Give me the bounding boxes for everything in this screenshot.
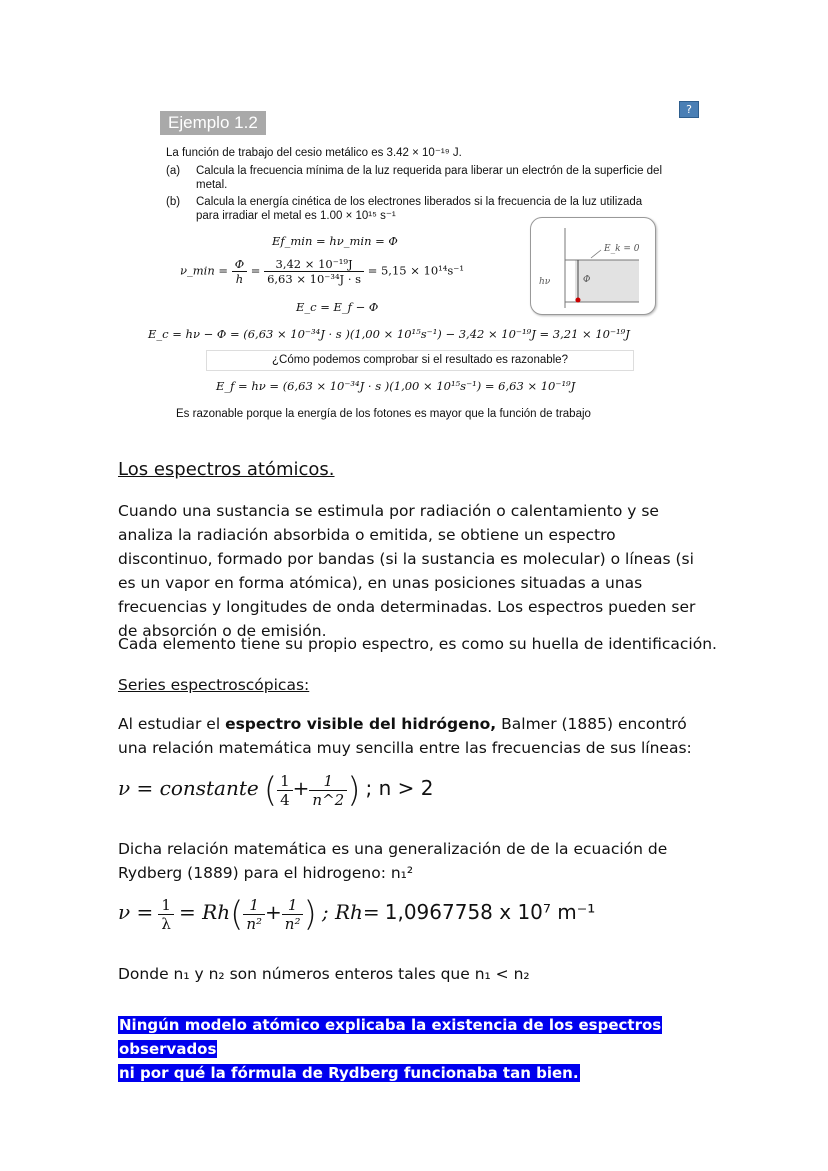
balmer-text-pre: Al estudiar el — [118, 715, 226, 733]
rydberg-plus: + — [265, 900, 282, 924]
part-b-label: (b) — [166, 196, 181, 208]
fraction-denominator: 4 — [280, 791, 290, 809]
help-icon[interactable]: ? — [679, 101, 699, 118]
example-conclusion: Es razonable porque la energía de los fotones es mayor que la función de trabajo — [176, 408, 591, 420]
fraction-denominator: n² — [246, 915, 263, 933]
phi-label: Φ — [583, 275, 591, 285]
balmer-lhs: ν = constante — [118, 776, 259, 800]
fraction-work-over-h — [264, 257, 364, 286]
left-paren: ( — [230, 894, 244, 935]
rydberg-constant-label: ; Rh= — [321, 900, 380, 924]
rydberg-equation — [118, 896, 595, 933]
part-a-text: Calcula la frecuencia mínima de la luz requerida para liberar un electrón de la superficie del metal. — [196, 165, 663, 191]
hv-label: hν — [539, 277, 551, 287]
energy-diagram-svg — [531, 218, 655, 314]
paragraph-integers: Donde n₁ y n₂ son números enteros tales que n₁ < n₂ — [118, 965, 530, 983]
fraction-numerator: 1 — [158, 896, 174, 915]
balmer-condition: ; n > 2 — [365, 776, 434, 800]
equation-ec: E_c = E_f − Φ — [296, 300, 379, 314]
fraction-denominator: λ — [161, 915, 171, 933]
highlight-line-1b: observados — [119, 1040, 217, 1058]
rydberg-fraction-2 — [243, 896, 265, 933]
balmer-text-bold: espectro visible del hidrógeno, — [225, 715, 497, 733]
fraction-phi-h — [232, 257, 247, 286]
nu-min-result: = 5,15 × 10¹⁴s⁻¹ — [367, 263, 464, 278]
electron-dot — [576, 298, 581, 303]
right-paren: ) — [347, 770, 361, 811]
fraction-denominator: h — [235, 272, 244, 286]
equation-ec-result: E_c = hν − Φ = (6,63 × 10⁻³⁴J · s )(1,00 × 10¹⁵s⁻¹) − 3,42 × 10⁻¹⁹J = 3,21 × 10⁻¹⁹J — [148, 327, 630, 341]
equation-nu-min: ν_min = $\frac{\Phi}{h}$ = $\frac{\text{3,42 × 10⁻¹⁹J}}{\text{6,63 × 10⁻³⁴J · s}}$ = 5,15 × 10¹⁴s⁻¹ — [180, 257, 464, 286]
paragraph-fingerprint: Cada elemento tiene su propio espectro, es como su huella de identificación. — [118, 635, 717, 653]
energy-diagram — [530, 217, 656, 315]
paragraph-balmer — [118, 712, 710, 760]
fraction-numerator: 1 — [277, 772, 293, 791]
balmer-plus: + — [292, 776, 310, 800]
fraction-denominator: n^2 — [312, 791, 345, 809]
nu-min-lhs: ν_min = — [180, 263, 229, 278]
ek-label: E_k = 0 — [604, 244, 640, 254]
rydberg-fraction-lambda — [158, 896, 174, 933]
balmer-text-post: Balmer (1885) encontró una relación matemática muy sencilla entre las frecuencias de sus líneas: — [118, 715, 692, 757]
part-b-text: Calcula la energía cinética de los electrones liberados si la frecuencia de la luz utilizada para irradiar el metal es 1.00 × 10¹⁵ s⁻¹ — [196, 196, 643, 222]
fraction-denominator: 6,63 × 10⁻³⁴J · s — [267, 272, 362, 286]
question-box: ¿Cómo podemos comprobar si el resultado es razonable? — [206, 350, 634, 371]
balmer-fraction-1 — [277, 772, 293, 809]
fraction-numerator: 3,42 × 10⁻¹⁹J — [264, 257, 364, 272]
fraction-numerator: Φ — [232, 257, 247, 272]
equation-ef-min: Ef_min = hν_min = Φ — [272, 234, 398, 248]
fraction-denominator: n² — [284, 915, 301, 933]
balmer-equation — [118, 772, 434, 809]
rydberg-fraction-3 — [282, 896, 304, 933]
paragraph-spectra: Cuando una sustancia se estimula por radiación o calentamiento y se analiza la radiación absorbida o emitida, se obtiene un espectro discontinuo, formado por bandas (si la sustancia es molecular) o líneas (si es un vapor en forma atómica), en unas posiciones situadas a unas frecuencias y longitudes de onda determinadas. Los espectros pueden ser de absorción o de emisión. — [118, 502, 696, 640]
highlighted-conclusion — [118, 1013, 718, 1085]
subheading-series: Series espectroscópicas: — [118, 676, 310, 694]
fraction-numerator: 1 — [282, 896, 304, 915]
right-paren: ) — [303, 894, 317, 935]
highlight-line-2: ni por qué la fórmula de Rydberg funcionaba tan bien. — [119, 1064, 579, 1082]
balmer-fraction-2 — [309, 772, 347, 809]
rydberg-constant-value: 1,0967758 x 10⁷ m⁻¹ — [384, 900, 596, 924]
example-title: Ejemplo 1.2 — [160, 111, 266, 135]
equation-photon-energy: E_f = hν = (6,63 × 10⁻³⁴J · s )(1,00 × 10¹⁵s⁻¹) = 6,63 × 10⁻¹⁹J — [216, 379, 576, 393]
ek-leader — [591, 250, 601, 258]
rydberg-mid: = Rh — [179, 900, 231, 924]
fraction-numerator: 1 — [243, 896, 265, 915]
part-a-label: (a) — [166, 165, 181, 177]
fraction-numerator: 1 — [309, 772, 347, 791]
highlight-line-1: Ningún modelo atómico explicaba la existencia de los espectros — [119, 1016, 662, 1034]
left-paren: ( — [263, 770, 278, 811]
paragraph-rydberg: Dicha relación matemática es una generalización de de la ecuación de Rydberg (1889) para el hidrogeno: n₁² — [118, 840, 668, 882]
rydberg-lhs: ν = — [118, 900, 154, 924]
section-heading: Los espectros atómicos. — [118, 459, 335, 480]
example-intro: La función de trabajo del cesio metálico es 3.42 × 10⁻¹⁹ J. — [166, 147, 462, 159]
